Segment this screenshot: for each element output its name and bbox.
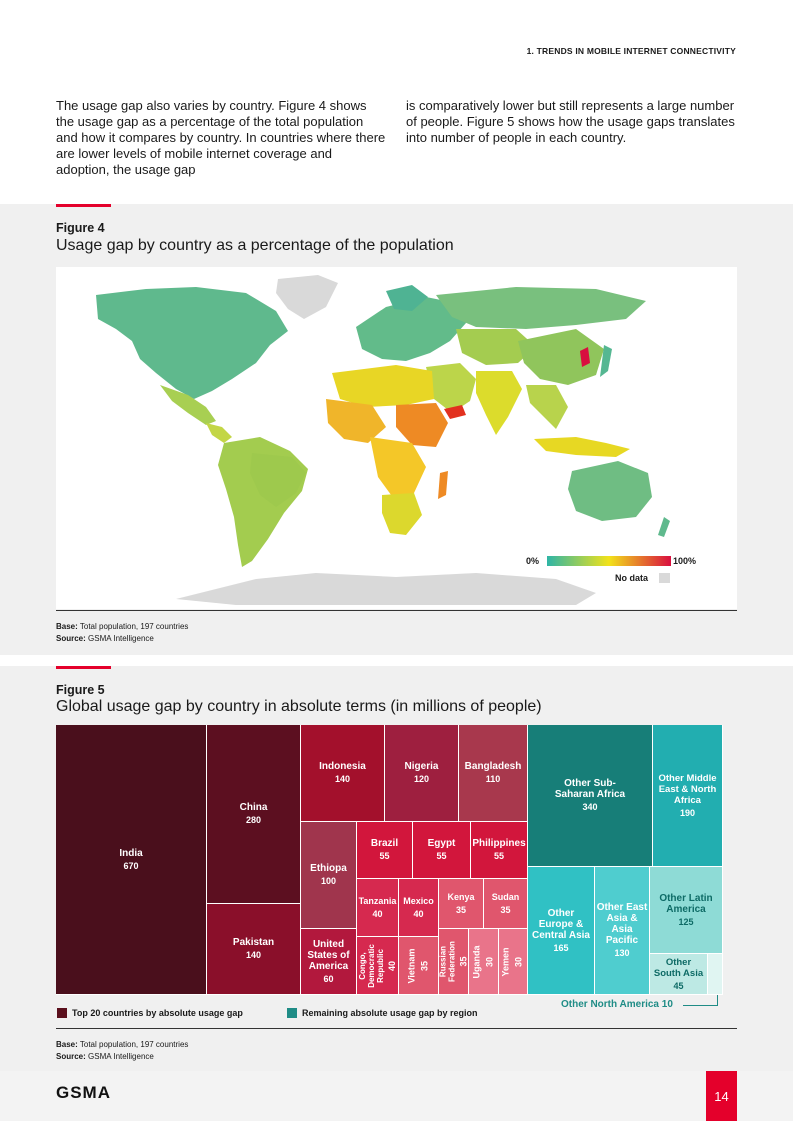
figure-5-rule <box>56 1028 737 1029</box>
figure-5-base: Base: Total population, 197 countries <box>56 1040 189 1049</box>
section-header: 1. TRENDS IN MOBILE INTERNET CONNECTIVITY <box>526 46 736 56</box>
cell-brazil: Brazil 55 <box>357 822 413 879</box>
cell-congo-dr: Congo, Democratic Republic 40 <box>357 937 399 995</box>
cell-other-east-asia-pacific: Other East Asia & Asia Pacific 130 <box>595 867 650 995</box>
legend-regions-label: Remaining absolute usage gap by region <box>302 1008 478 1018</box>
callout-line-h <box>683 1005 718 1006</box>
southern-africa-shape <box>382 493 422 535</box>
madagascar-shape <box>438 471 448 499</box>
figure-4-label: Figure 4 <box>56 221 105 235</box>
figure-4-title: Usage gap by country as a percentage of the population <box>56 237 454 254</box>
legend-regions-swatch <box>287 1008 297 1018</box>
legend-min-label: 0% <box>526 556 540 566</box>
cell-sudan: Sudan 35 <box>484 879 528 929</box>
intro-column-1: The usage gap also varies by country. Figure 4 shows the usage gap as a percentage of the total population and how it compares by country. In countries where there are lower levels of mobile internet coverage and adoption, the usage gap <box>56 98 386 177</box>
north-america-shape <box>96 287 288 399</box>
north-africa-shape <box>332 365 434 407</box>
figure-5-label: Figure 5 <box>56 683 105 697</box>
page-footer <box>0 1071 793 1121</box>
world-map-panel <box>56 267 737 609</box>
no-data-swatch <box>659 573 670 583</box>
cell-mexico: Mexico 40 <box>399 879 439 937</box>
cell-india: India 670 <box>56 725 207 995</box>
south-asia-shape <box>476 371 522 435</box>
legend-top20-swatch <box>57 1008 67 1018</box>
legend-top20-label: Top 20 countries by absolute usage gap <box>72 1008 243 1018</box>
figure-4-accent <box>56 204 111 207</box>
figure-4-rule <box>56 610 737 611</box>
intro-column-2: is comparatively lower but still represents a large number of people. Figure 5 shows how the usage gaps translates into number of people in each country. <box>406 98 735 145</box>
china-shape <box>518 329 604 385</box>
world-map <box>56 267 737 609</box>
cell-other-south-asia: Other South Asia 45 <box>650 954 708 995</box>
figure-5-accent <box>56 666 111 669</box>
page-number: 14 <box>706 1071 737 1121</box>
cell-ethiopa: Ethiopa 100 <box>301 822 357 929</box>
gsma-logo: GSMA <box>56 1083 111 1102</box>
antarctica-shape <box>176 573 596 605</box>
russia-shape <box>436 287 646 329</box>
indonesia-shape <box>534 437 630 457</box>
australia-shape <box>568 461 652 521</box>
greenland-shape <box>276 275 338 319</box>
figure-4-source: Source: GSMA Intelligence <box>56 634 154 643</box>
cell-china: China 280 <box>207 725 301 904</box>
gradient-legend <box>547 556 671 566</box>
cell-russian-federation: Russian Federation 35 <box>439 929 469 995</box>
cell-other-north-america <box>708 954 723 995</box>
east-africa-shape <box>396 403 448 447</box>
cell-usa: United States of America 60 <box>301 929 357 995</box>
figure-5-source: Source: GSMA Intelligence <box>56 1052 154 1061</box>
legend-max-label: 100% <box>673 556 697 566</box>
no-data-label: No data <box>615 573 649 583</box>
other-north-america-callout: Other North America 10 <box>561 999 673 1010</box>
new-zealand-shape <box>658 517 670 537</box>
cell-tanzania: Tanzania 40 <box>357 879 399 937</box>
cell-nigeria: Nigeria 120 <box>385 725 459 822</box>
southeast-asia-shape <box>526 385 568 429</box>
figure-5-title: Global usage gap by country in absolute terms (in millions of people) <box>56 698 542 715</box>
cell-uganda: Uganda 30 <box>469 929 499 995</box>
cell-yemen: Yemen 30 <box>499 929 528 995</box>
figure-4-base: Base: Total population, 197 countries <box>56 622 189 631</box>
cell-indonesia: Indonesia 140 <box>301 725 385 822</box>
central-africa-shape <box>370 437 426 499</box>
cell-other-latin-america: Other Latin America 125 <box>650 867 723 954</box>
cell-egypt: Egypt 55 <box>413 822 471 879</box>
cell-kenya: Kenya 35 <box>439 879 484 929</box>
cell-other-sub-saharan-africa: Other Sub-Saharan Africa 340 <box>528 725 653 867</box>
cell-other-europe-central-asia: Other Europe & Central Asia 165 <box>528 867 595 995</box>
cell-other-mena: Other Middle East & North Africa 190 <box>653 725 723 867</box>
cell-pakistan: Pakistan 140 <box>207 904 301 995</box>
cell-bangladesh: Bangladesh 110 <box>459 725 528 822</box>
cell-philippines: Philippines 55 <box>471 822 528 879</box>
callout-line-v <box>717 995 718 1006</box>
central-america-shape <box>206 423 232 443</box>
cell-vietnam: Vietnam 35 <box>399 937 439 995</box>
usage-gap-treemap <box>56 725 723 995</box>
